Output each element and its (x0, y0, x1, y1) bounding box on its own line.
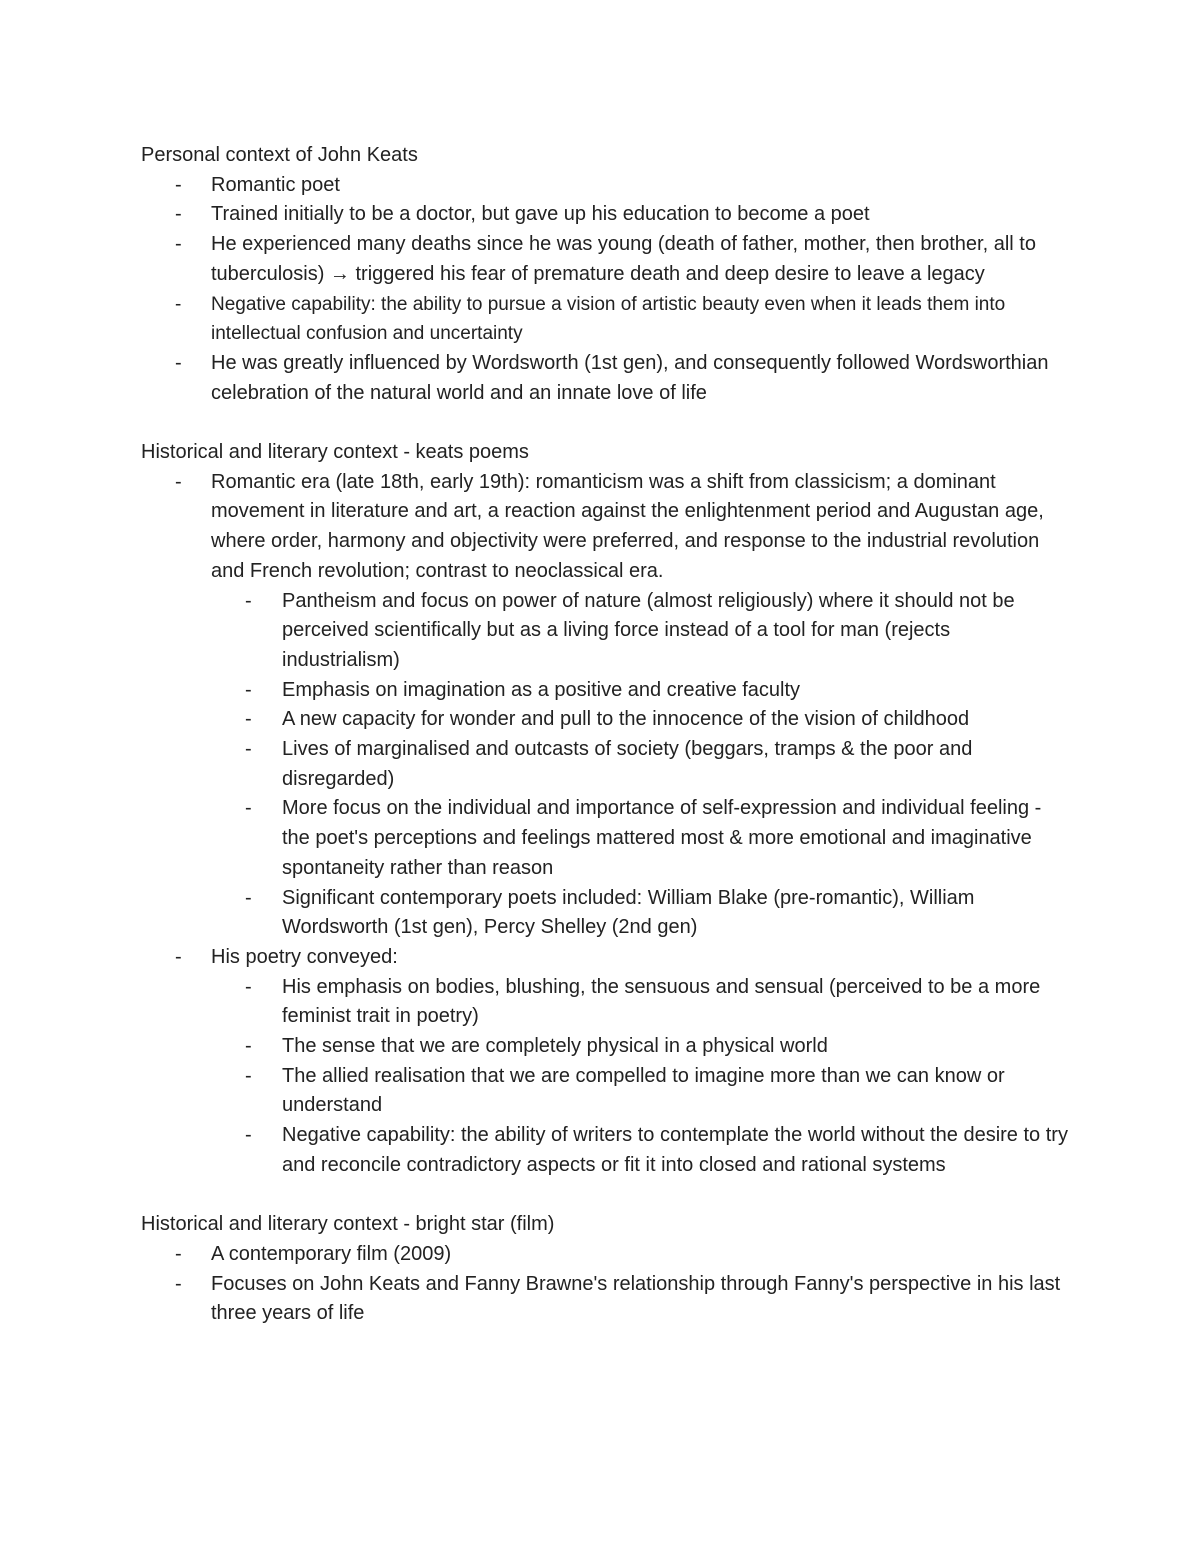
paragraph-spacer (141, 408, 1071, 438)
sub-list-item (211, 973, 1071, 1032)
list-item (141, 290, 1071, 349)
list-item-text: Romantic era (late 18th, early 19th): romanticism was a shift from classicism; a dominant movement in literature and art, a reaction against the enlightenment period and Augustan age, where order, harmony and objectivity were preferred, and response to the industrial revolution and French revolution; contrast to neoclassical era. (211, 470, 1044, 582)
bullet-dash: - (245, 589, 252, 612)
sub-list-item-text: Pantheism and focus on power of nature (almost religiously) where it should not be perceived scientifically but as a living force instead of a tool for man (rejects industrialism) (282, 589, 1015, 671)
section-keats-poems-context (141, 438, 1071, 1181)
sub-list-item-text: Lives of marginalised and outcasts of society (beggars, tramps & the poor and disregarded) (282, 738, 973, 790)
list-item (141, 200, 1071, 230)
list-item (141, 171, 1071, 201)
sub-list-item-text: Negative capability: the ability of writers to contemplate the world without the desire to try and reconcile contradictory aspects or fit it into closed and rational systems (282, 1124, 1068, 1176)
bullet-dash: - (245, 797, 252, 820)
sub-list-item (211, 1032, 1071, 1062)
bullet-dash: - (175, 233, 182, 256)
bullet-dash: - (175, 351, 182, 374)
bullet-dash: - (245, 708, 252, 731)
bullet-dash: - (245, 678, 252, 701)
sub-list-item-text: More focus on the individual and importance of self-expression and individual feeling - the poet's perceptions and feelings mattered most & more emotional and imaginative spontaneity rather than reason (282, 797, 1042, 879)
sub-list-item (211, 705, 1071, 735)
bullet-dash: - (175, 945, 182, 968)
bullet-dash: - (245, 738, 252, 761)
bullet-dash: - (245, 1064, 252, 1087)
bullet-dash: - (245, 1124, 252, 1147)
list-item-text: Negative capability: the ability to pursue a vision of artistic beauty even when it leads them into intellectual confusion and uncertainty (211, 293, 1006, 345)
sub-list-item-text: A new capacity for wonder and pull to the innocence of the vision of childhood (282, 708, 970, 731)
section-heading: Personal context of John Keats (141, 144, 418, 166)
list-item-text: A contemporary film (2009) (211, 1242, 452, 1265)
bullet-dash: - (245, 886, 252, 909)
sub-bullet-list (211, 587, 1071, 943)
section-personal-context (141, 141, 1071, 408)
sub-list-item (211, 676, 1071, 706)
sub-list-item (211, 1062, 1071, 1121)
bullet-dash: - (175, 470, 182, 493)
list-item-text: He experienced many deaths since he was young (death of father, mother, then brother, all to tuberculosis) → triggered his fear of premature death and deep desire to leave a legacy (211, 233, 1036, 285)
bullet-list (141, 1240, 1071, 1329)
sub-list-item-text: The allied realisation that we are compelled to imagine more than we can know or understand (282, 1064, 1005, 1117)
section-heading: Historical and literary context - keats poems (141, 441, 529, 464)
list-item-text: His poetry conveyed: (211, 945, 398, 968)
list-item (141, 230, 1071, 289)
sub-list-item (211, 587, 1071, 676)
bullet-dash: - (175, 1242, 182, 1265)
list-item (141, 1270, 1071, 1329)
bullet-dash: - (175, 1272, 182, 1295)
sub-list-item (211, 794, 1071, 883)
list-item-text: Romantic poet (211, 173, 340, 196)
sub-list-item (211, 884, 1071, 943)
document-body (141, 141, 1071, 1329)
list-item (141, 1240, 1071, 1270)
sub-list-item (211, 735, 1071, 794)
list-item-text: Focuses on John Keats and Fanny Brawne's relationship through Fanny's perspective in his last three years of life (211, 1272, 1061, 1325)
sub-list-item-text: His emphasis on bodies, blushing, the sensuous and sensual (perceived to be a more feminist trait in poetry) (282, 975, 1041, 1028)
sub-list-item-text: Emphasis on imagination as a positive and creative faculty (282, 678, 801, 701)
paragraph-spacer (141, 1181, 1071, 1211)
sub-list-item (211, 1121, 1071, 1180)
bullet-dash: - (245, 975, 252, 998)
sub-list-item-text: The sense that we are completely physical in a physical world (282, 1035, 828, 1058)
bullet-list (141, 468, 1071, 1181)
list-item-text: Trained initially to be a doctor, but gave up his education to become a poet (211, 203, 870, 226)
sub-list-item-text: Significant contemporary poets included: William Blake (pre-romantic), William Wordsworth (1st gen), Percy Shelley (2nd gen) (282, 886, 975, 939)
bullet-dash: - (175, 203, 182, 226)
bullet-dash: - (245, 1035, 252, 1058)
section-heading: Historical and literary context - bright star (film) (141, 1213, 555, 1236)
list-item (141, 943, 1071, 1181)
list-item-text: He was greatly influenced by Wordsworth (1st gen), and consequently followed Wordsworthian celebration of the natural world and an innate love of life (211, 351, 1049, 404)
bullet-dash: - (175, 293, 182, 315)
list-item (141, 468, 1071, 943)
section-bright-star-context (141, 1210, 1071, 1329)
list-item (141, 349, 1071, 408)
bullet-list (141, 171, 1071, 409)
sub-bullet-list (211, 973, 1071, 1181)
bullet-dash: - (175, 173, 182, 196)
